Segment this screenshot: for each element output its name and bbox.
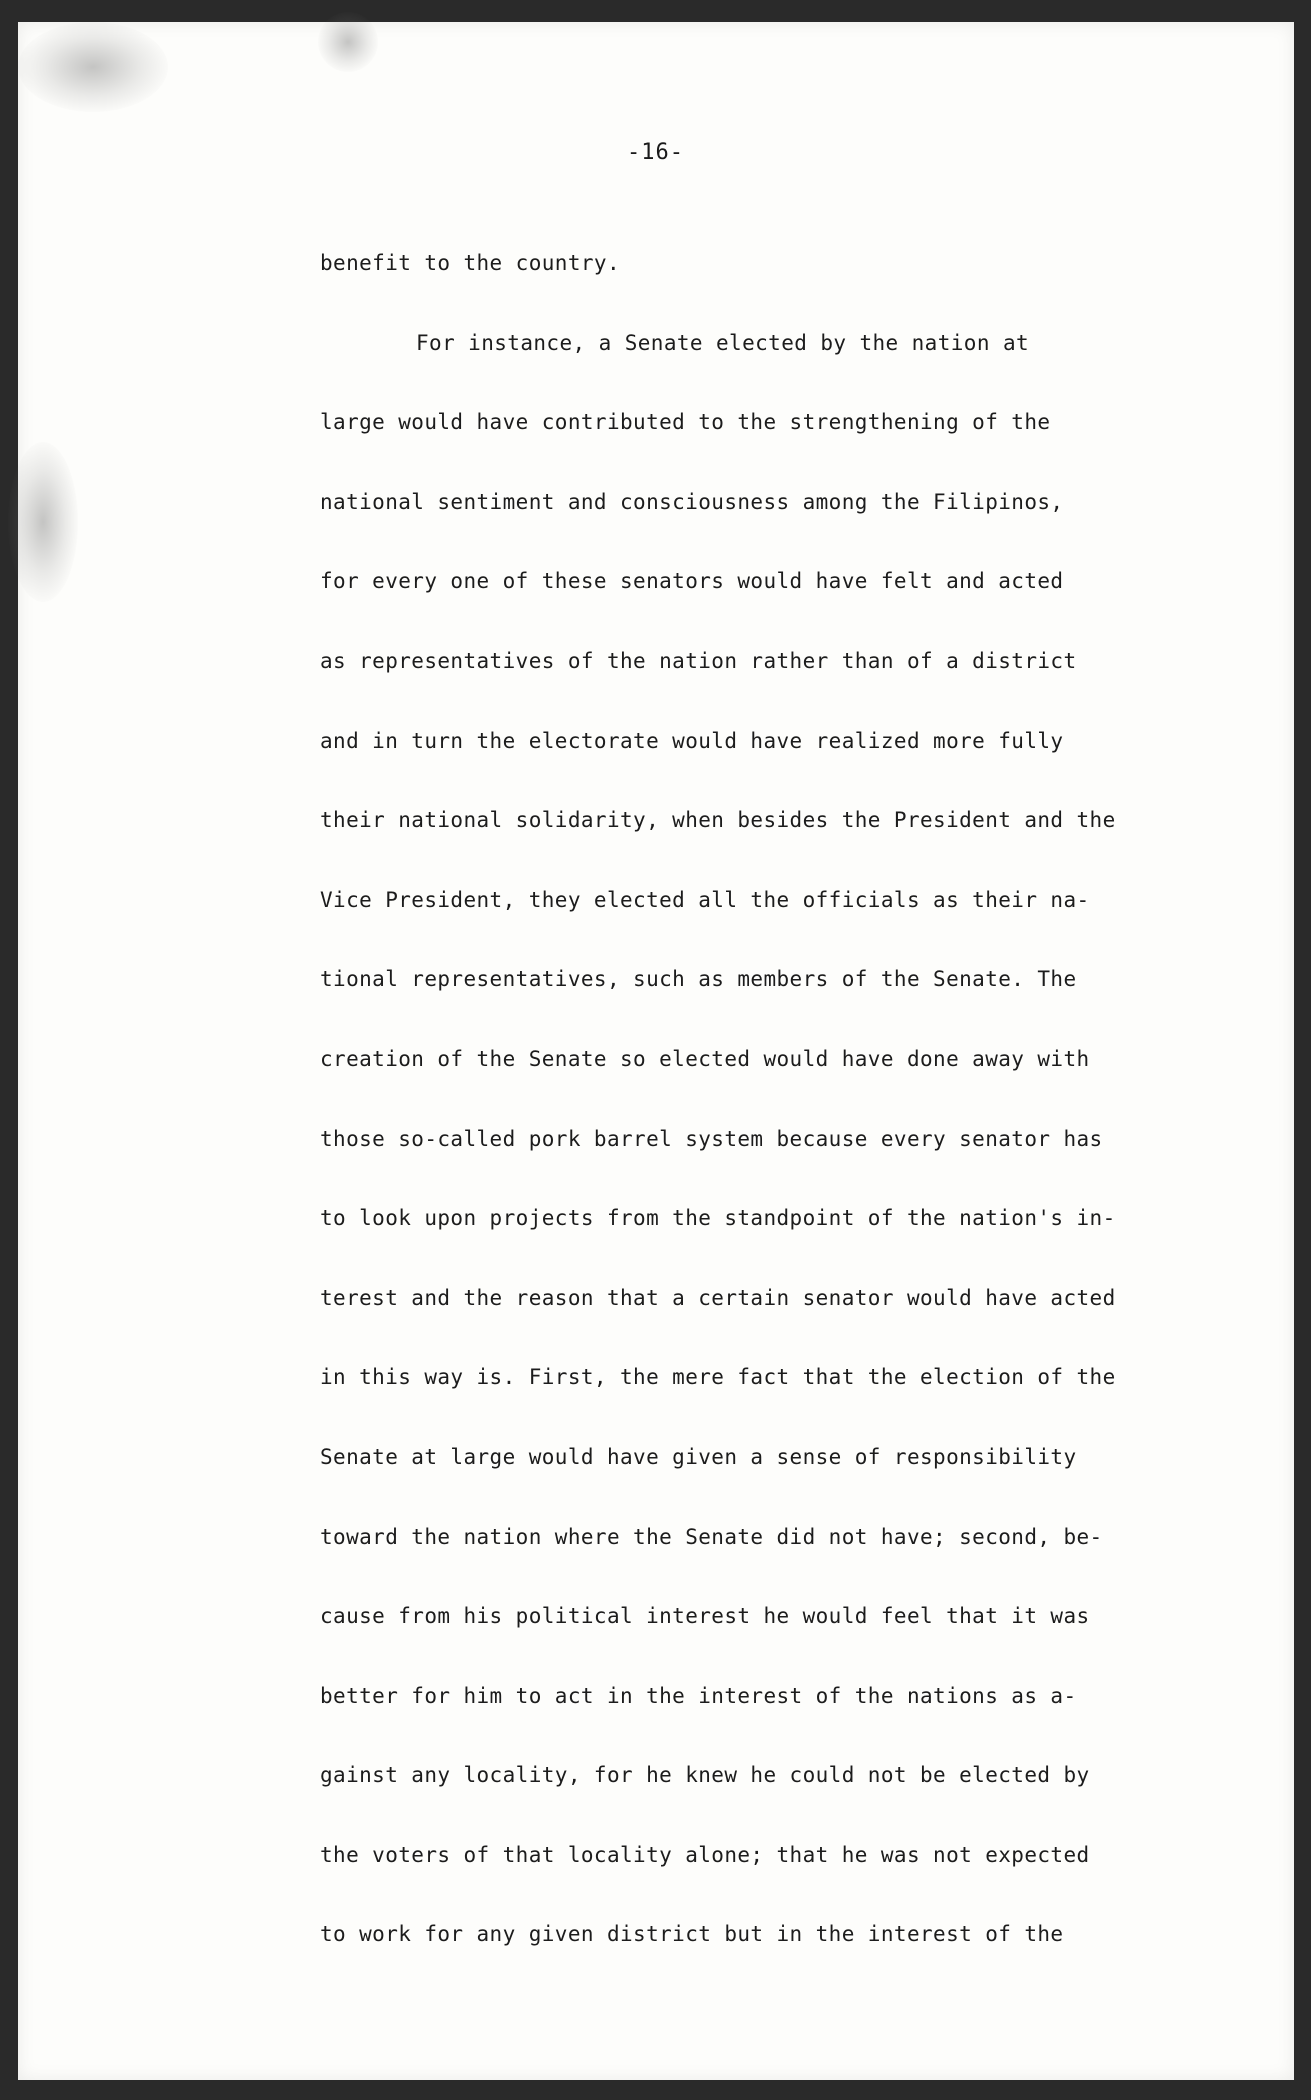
text-line: Vice President, they elected all the officials as their na- — [320, 887, 1090, 912]
text-line: and in turn the electorate would have realized more fully — [320, 728, 1064, 753]
text-line: for every one of these senators would have felt and acted — [320, 569, 1064, 594]
text-line: as representatives of the nation rather than of a district — [320, 648, 1077, 673]
text-line: those so-called pork barrel system because every senator has — [320, 1126, 1103, 1151]
typed-paragraph — [320, 248, 1260, 1999]
scan-smudge-top-center — [318, 12, 378, 72]
text-line: national sentiment and consciousness among the Filipinos, — [320, 489, 1064, 514]
scan-smudge-top-left — [18, 22, 168, 112]
text-line: the voters of that locality alone; that he was not expected — [320, 1842, 1090, 1867]
text-line: toward the nation where the Senate did not have; second, be- — [320, 1524, 1103, 1549]
scan-smudge-left-edge — [8, 442, 78, 602]
text-line: their national solidarity, when besides the President and the — [320, 808, 1116, 833]
text-line: tional representatives, such as members of the Senate. The — [320, 967, 1077, 992]
text-line: gainst any locality, for he knew he could not be elected by — [320, 1763, 1090, 1788]
text-line: to look upon projects from the standpoint of the nation's in- — [320, 1206, 1116, 1231]
page-number: -16- — [627, 140, 684, 165]
text-line: terest and the reason that a certain senator would have acted — [320, 1285, 1116, 1310]
text-line: Senate at large would have given a sense of responsibility — [320, 1444, 1077, 1469]
text-line: large would have contributed to the strengthening of the — [320, 410, 1051, 435]
text-line: in this way is. First, the mere fact that the election of the — [320, 1365, 1116, 1390]
text-line: For instance, a Senate elected by the nation at — [416, 330, 1030, 355]
text-line: cause from his political interest he would feel that it was — [320, 1604, 1090, 1629]
text-line: creation of the Senate so elected would have done away with — [320, 1046, 1090, 1071]
text-line: better for him to act in the interest of the nations as a- — [320, 1683, 1077, 1708]
text-line: benefit to the country. — [320, 251, 620, 275]
text-line: to work for any given district but in the interest of the — [320, 1922, 1064, 1947]
